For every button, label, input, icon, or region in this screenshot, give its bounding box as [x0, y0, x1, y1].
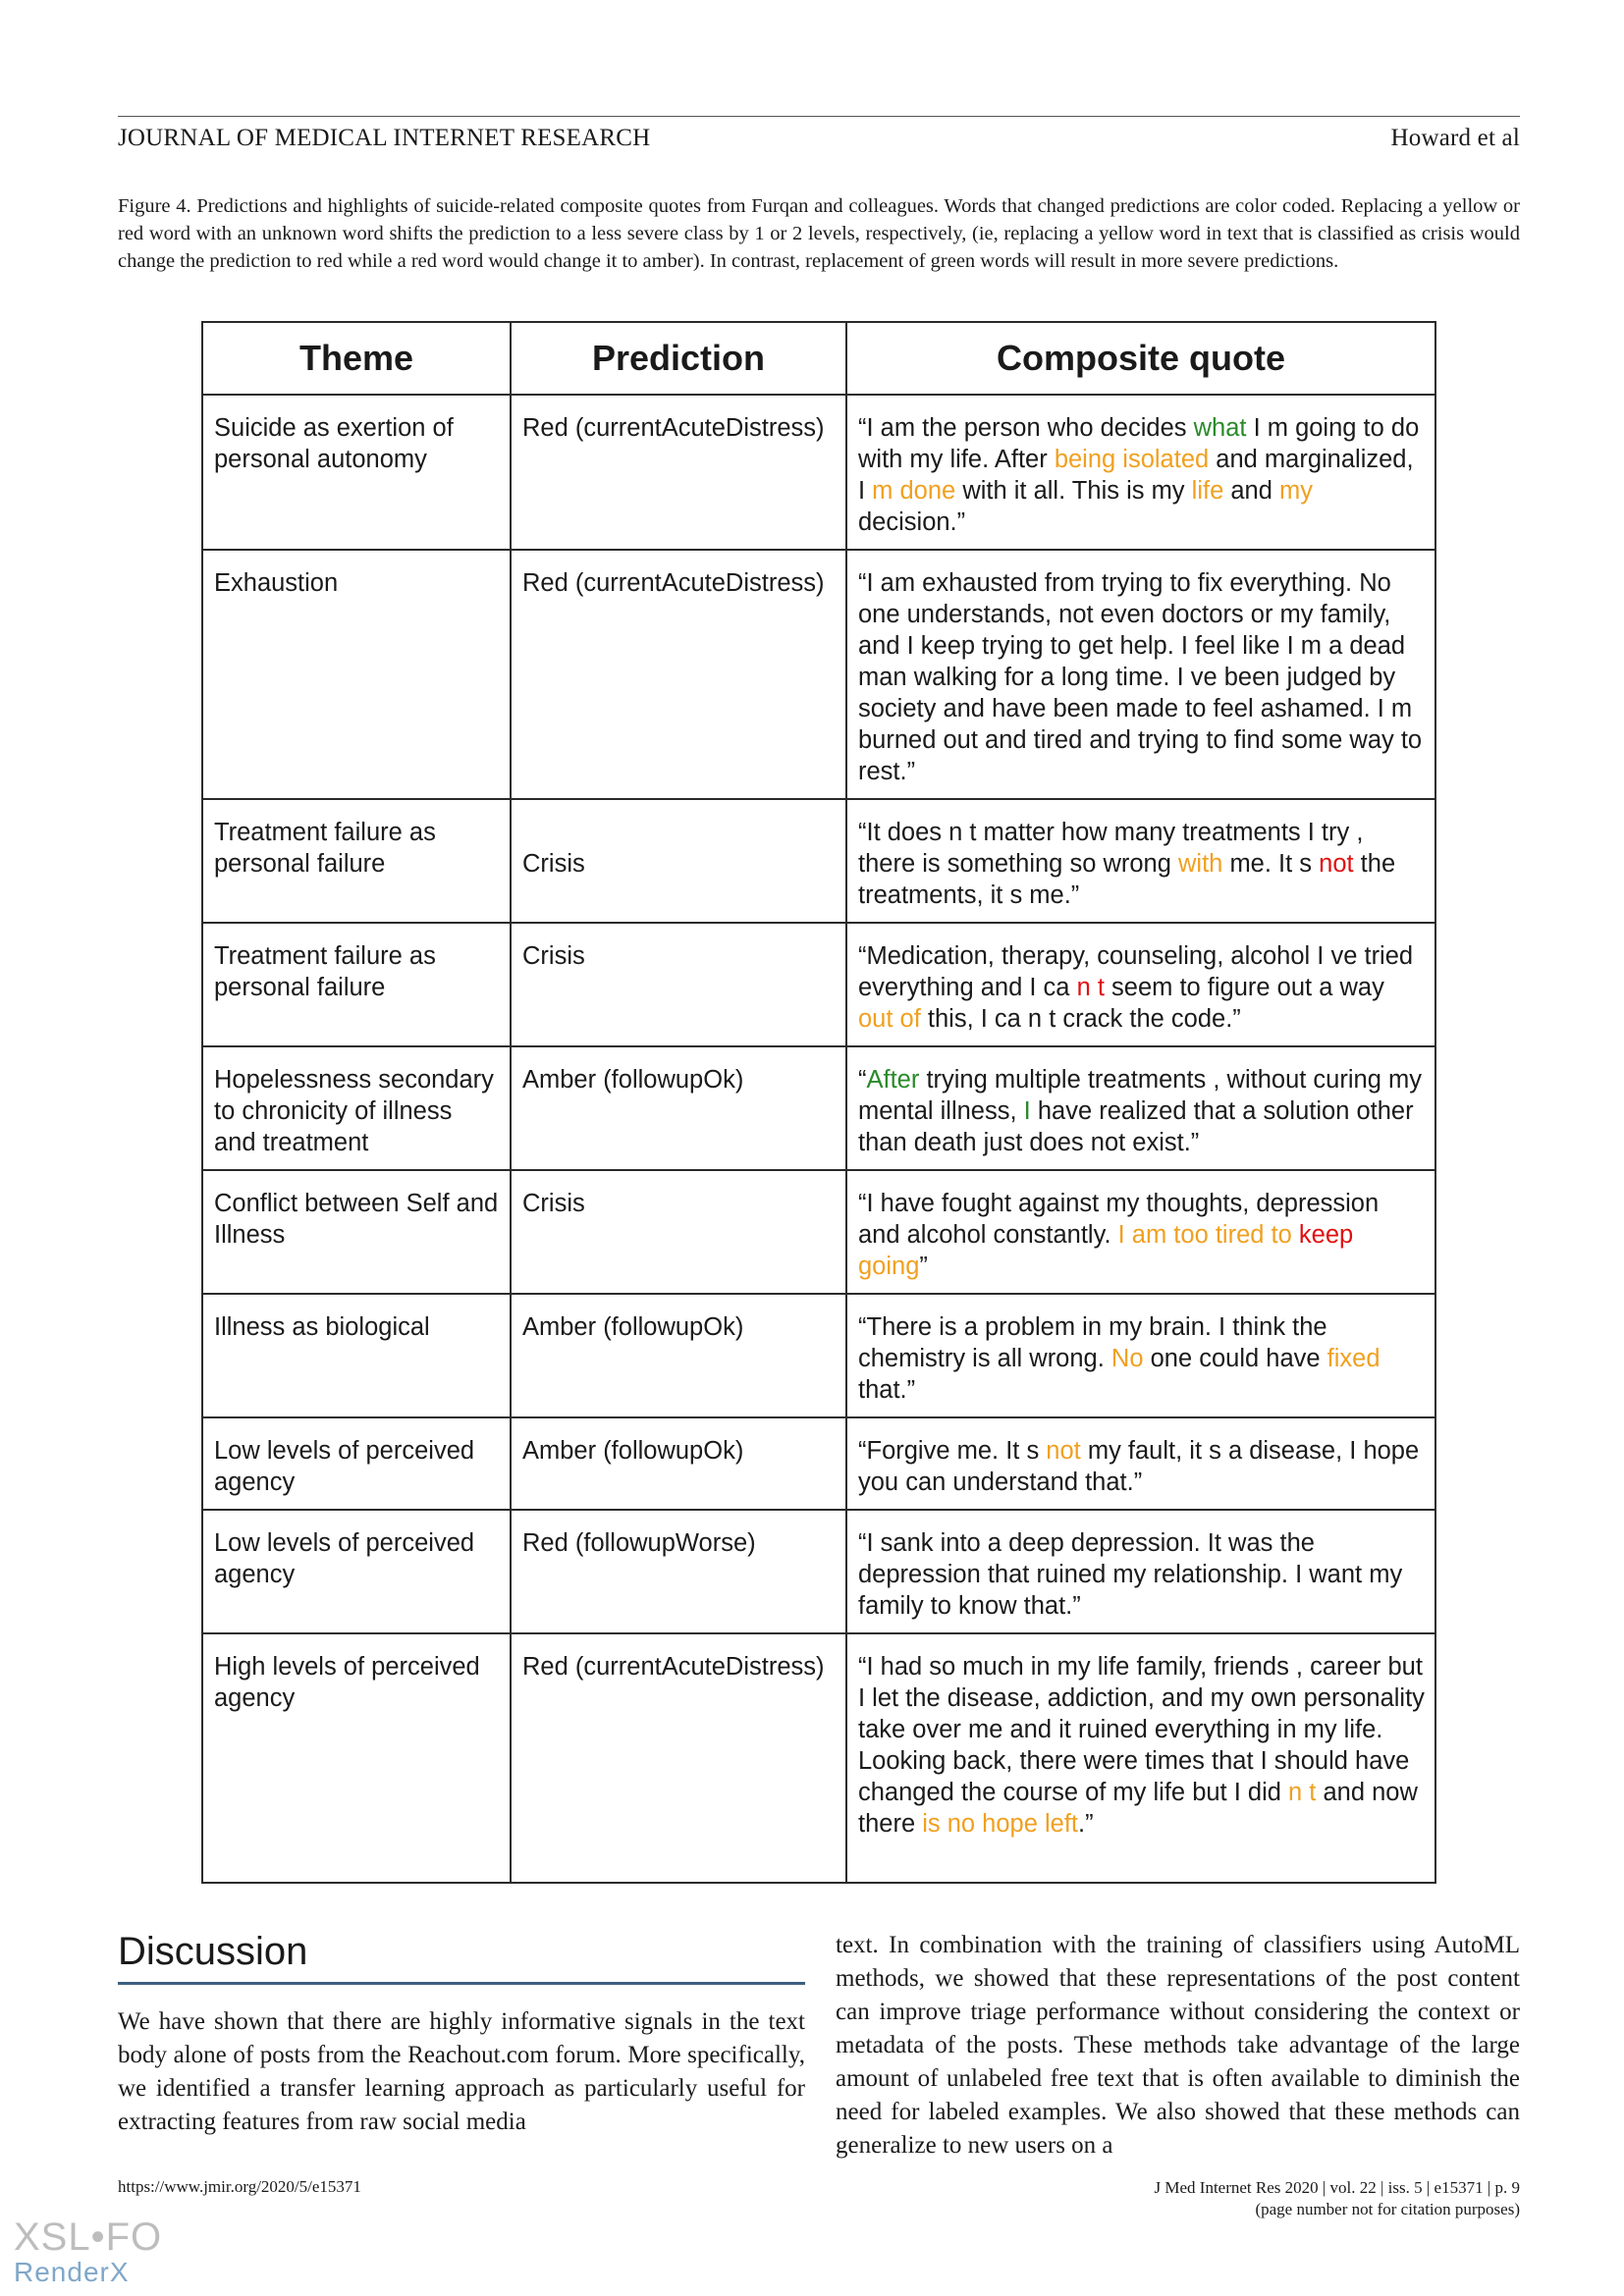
highlighted-word: not	[1319, 850, 1354, 878]
quote-text	[1292, 1221, 1299, 1249]
highlighted-word: I am too tired to	[1117, 1221, 1292, 1249]
table-row	[202, 1046, 1435, 1170]
author-names: Howard et al	[1390, 125, 1520, 151]
highlighted-word: fixed	[1326, 1345, 1380, 1372]
cell-quote	[846, 1294, 1435, 1417]
table-row	[202, 1170, 1435, 1294]
cell-quote	[846, 1510, 1435, 1633]
table-header-row	[202, 322, 1435, 395]
cell-quote	[846, 550, 1435, 799]
table-body	[202, 395, 1435, 1883]
discussion-left-column: We have shown that there are highly informative signals in the text body alone of posts from the Reachout.com forum. More specifically, we identified a transfer learning approach as particularly useful for extracting features from raw social media	[118, 2008, 805, 2135]
highlighted-word: is no hope left	[922, 1810, 1078, 1838]
highlighted-word: what	[1193, 414, 1247, 442]
highlighted-word: After	[866, 1066, 920, 1094]
highlighted-word: I	[1023, 1097, 1031, 1125]
cell-quote	[846, 799, 1435, 923]
cell-theme: Exhaustion	[202, 550, 511, 799]
quote-text: “There is a problem in my brain. I think the chemistry is all wrong.	[858, 1313, 1327, 1372]
cell-theme: Low levels of perceived agency	[202, 1510, 511, 1633]
cell-theme: Illness as biological	[202, 1294, 511, 1417]
quote-text: the treatments, it s me.”	[858, 850, 1396, 909]
quote-text: decision.”	[858, 508, 966, 536]
quote-text: and now there	[858, 1779, 1418, 1838]
quote-text: “I had so much in my life family, friends , career but I let the disease, addiction, and my own personality take over me and it ruined everything in my life. Looking back, there were times that I should have changed the course of my life but I did	[858, 1653, 1425, 1806]
quote-text: .”	[1078, 1810, 1094, 1838]
quote-text: and	[1223, 477, 1279, 505]
footer-citation-block	[1155, 2177, 1520, 2220]
quote-text: my fault, it s a disease, I hope you can understand that.”	[858, 1437, 1420, 1496]
quote-text: “I sank into a deep depression. It was the depression that ruined my relationship. I want my family to know that.”	[858, 1529, 1403, 1620]
cell-quote	[846, 1633, 1435, 1883]
cell-theme: High levels of perceived agency	[202, 1633, 511, 1883]
header-quote: Composite quote	[846, 322, 1435, 395]
cell-theme: Conflict between Self and Illness	[202, 1170, 511, 1294]
table-row	[202, 1294, 1435, 1417]
cell-prediction: Amber (followupOk)	[511, 1046, 846, 1170]
table-row	[202, 1417, 1435, 1510]
cell-quote	[846, 395, 1435, 550]
cell-prediction: Crisis	[511, 1170, 846, 1294]
highlighted-word: keep	[1298, 1221, 1354, 1249]
cell-theme: Low levels of perceived agency	[202, 1417, 511, 1510]
quote-text: have realized that a solution other than death just does not exist.”	[858, 1097, 1414, 1156]
journal-name: JOURNAL OF MEDICAL INTERNET RESEARCH	[118, 125, 651, 151]
table-row	[202, 923, 1435, 1046]
quote-text: this, I ca n t crack the code.”	[920, 1005, 1241, 1033]
cell-theme: Treatment failure as personal failure	[202, 923, 511, 1046]
quote-text: me. It s	[1222, 850, 1320, 878]
quote-text: and marginalized, I	[858, 446, 1414, 505]
discussion-right-column: text. In combination with the training of classifiers using AutoML methods, we showed that these representations of the post content can improve triage performance without considering the context or metadata of the posts. These methods take advantage of the large amount of unlabeled free text that is often available to diminish the need for labeled examples. We also showed that these methods can generalize to new users on a	[836, 1932, 1520, 2159]
header-theme: Theme	[202, 322, 511, 395]
cell-prediction: Amber (followupOk)	[511, 1417, 846, 1510]
quote-text: I m going to do with my life. After	[858, 414, 1420, 473]
cell-prediction: Amber (followupOk)	[511, 1294, 846, 1417]
highlighted-word: n t	[1288, 1779, 1317, 1806]
quote-text: one could have	[1143, 1345, 1327, 1372]
cell-quote	[846, 1170, 1435, 1294]
quote-text: seem to figure out a way	[1104, 974, 1384, 1001]
cell-quote	[846, 923, 1435, 1046]
highlighted-word: my	[1278, 477, 1313, 505]
running-header	[118, 116, 1520, 152]
quote-text: trying multiple treatments , without curing my mental illness,	[858, 1066, 1422, 1125]
figure-table	[201, 321, 1436, 1884]
logo-line-2: RenderX	[14, 2257, 130, 2287]
cell-prediction: Red (currentAcuteDistress)	[511, 550, 846, 799]
cell-theme: Treatment failure as personal failure	[202, 799, 511, 923]
highlighted-word: with	[1178, 850, 1223, 878]
quote-text: “It does n t matter how many treatments I try , there is something so wrong	[858, 819, 1364, 878]
quote-text: ”	[919, 1253, 928, 1280]
highlighted-word: m done	[872, 477, 956, 505]
footer-url: https://www.jmir.org/2020/5/e15371	[118, 2177, 361, 2196]
table-row	[202, 395, 1435, 550]
cell-theme: Suicide as exertion of personal autonomy	[202, 395, 511, 550]
highlighted-word: No	[1110, 1345, 1144, 1372]
table-row	[202, 550, 1435, 799]
footer-citation: J Med Internet Res 2020 | vol. 22 | iss. 5 | e15371 | p. 9	[1154, 2178, 1520, 2197]
cell-prediction: Red (currentAcuteDistress)	[511, 1633, 846, 1883]
header-prediction: Prediction	[511, 322, 846, 395]
highlighted-word: going	[858, 1253, 920, 1280]
section-title-discussion: Discussion	[118, 1930, 805, 1985]
cell-prediction: Red (followupWorse)	[511, 1510, 846, 1633]
highlighted-word: not	[1046, 1437, 1081, 1465]
table-row	[202, 799, 1435, 923]
quote-text: “I have fought against my thoughts, depression and alcohol constantly.	[858, 1190, 1380, 1249]
highlighted-word: being isolated	[1054, 446, 1210, 473]
quote-text: “Medication, therapy, counseling, alcohol I ve tried everything and I ca	[858, 942, 1414, 1001]
cell-quote	[846, 1046, 1435, 1170]
table-row	[202, 1633, 1435, 1883]
footer-note: (page number not for citation purposes)	[1255, 2200, 1520, 2218]
logo-line-1: XSL•FO	[14, 2216, 163, 2259]
cell-prediction: Crisis	[511, 923, 846, 1046]
quote-text: that.”	[858, 1376, 916, 1404]
highlighted-word: out of	[858, 1005, 921, 1033]
cell-prediction: Crisis	[511, 799, 846, 923]
renderx-logo	[14, 2216, 162, 2287]
table-row	[202, 1510, 1435, 1633]
quote-text: with it all. This is my	[955, 477, 1192, 505]
quote-text: “I am the person who decides	[858, 414, 1194, 442]
cell-theme: Hopelessness secondary to chronicity of illness and treatment	[202, 1046, 511, 1170]
quote-text: “I am exhausted from trying to fix everything. No one understands, not even doctors or my family, and I keep trying to get help. I feel like I m a dead man walking for a long time. I ve been judged by society and have been made to feel ashamed. I m burned out and tired and trying to find some way to rest.”	[858, 569, 1423, 785]
figure-caption: Figure 4. Predictions and highlights of suicide-related composite quotes from Furqan and colleagues. Words that changed predictions are color coded. Replacing a yellow or red word with an unknown word shifts the prediction to a less severe class by 1 or 2 levels, respectively, (ie, replacing a yellow word in text that is classified as crisis would change the prediction to red while a red word would change it to amber). In contrast, replacement of green words will result in more severe predictions.	[118, 195, 1520, 272]
highlighted-word: life	[1191, 477, 1224, 505]
cell-prediction: Red (currentAcuteDistress)	[511, 395, 846, 550]
cell-quote	[846, 1417, 1435, 1510]
quote-text: “Forgive me. It s	[858, 1437, 1047, 1465]
quote-text: “	[858, 1066, 867, 1094]
highlighted-word: n t	[1076, 974, 1105, 1001]
